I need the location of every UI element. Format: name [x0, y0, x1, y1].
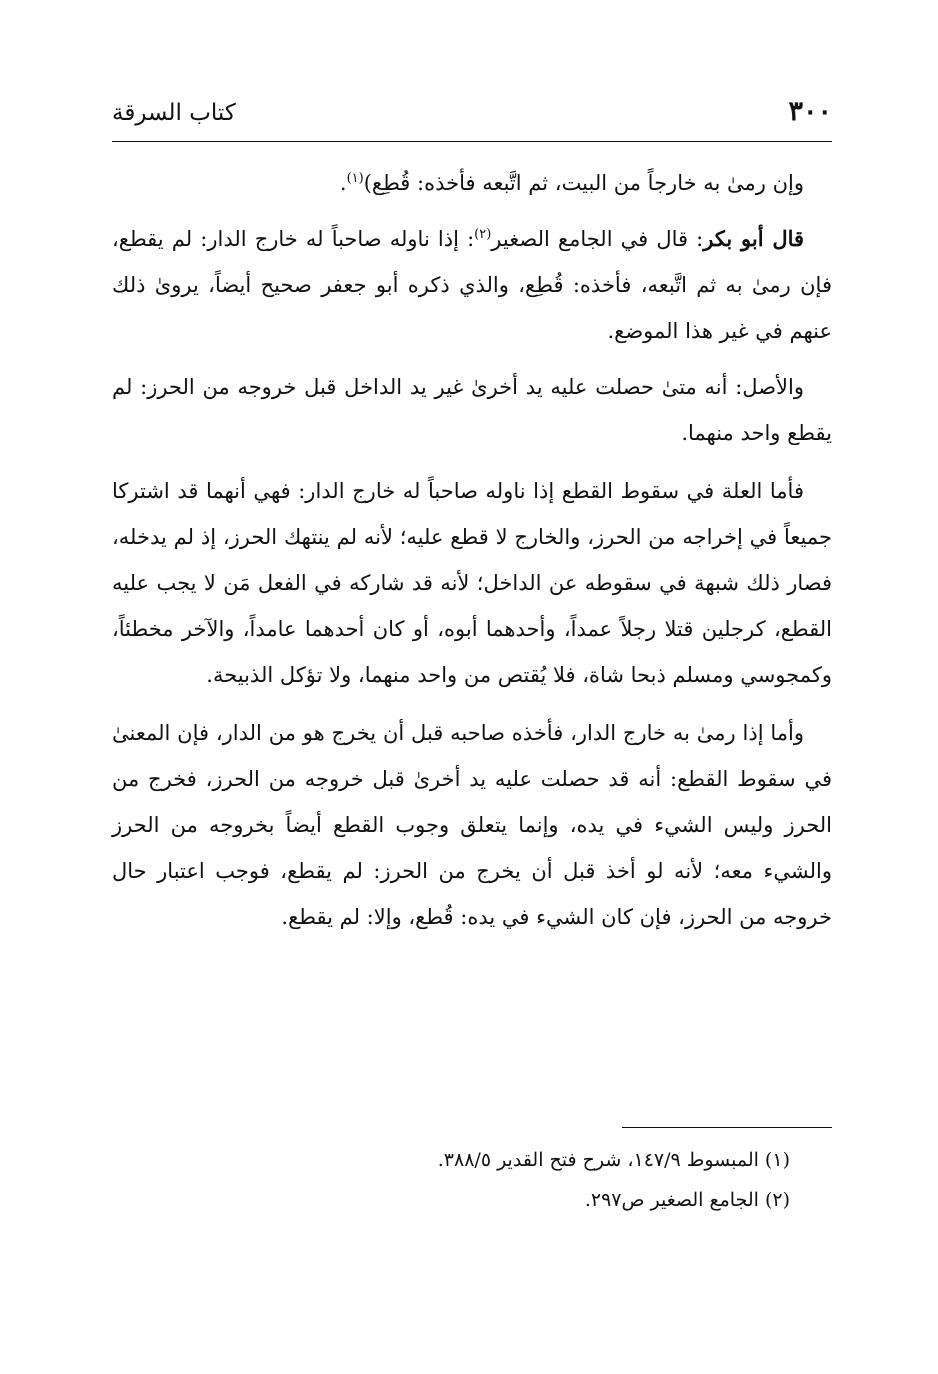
- running-title: كتاب السرقة: [112, 100, 236, 126]
- footnote-divider: [622, 1127, 832, 1128]
- paragraph-text: : قال في الجامع الصغير: [491, 227, 704, 251]
- paragraph-4: [112, 468, 832, 698]
- paragraph-5: [112, 710, 832, 940]
- paragraph-tail: : إذا ناوله صاحباً له خارج الدار: لم يقطع، فإن رمىٰ به ثم اتَّبعه، فأخذه: قُطِع، والذي ذكره أبو جعفر صحيح أيضاً، يروىٰ ذلك عنهم في غير هذا الموضع.: [112, 227, 832, 343]
- footnotes: [112, 1140, 832, 1220]
- paragraph-3: [112, 364, 832, 456]
- paragraph-text: وإن رمىٰ به خارجاً من البيت، ثم اتَّبعه فأخذه: قُطِع): [363, 171, 804, 195]
- paragraph-tail: .: [339, 171, 347, 195]
- page-number: ٣٠٠: [788, 96, 832, 127]
- main-text: [112, 160, 832, 950]
- footnote-2: (٢) الجامع الصغير ص٢٩٧.: [584, 1189, 790, 1211]
- paragraph-text: وأما إذا رمىٰ به خارج الدار، فأخذه صاحبه قبل أن يخرج هو من الدار، فإن المعنىٰ في سقوط القطع: أنه قد حصلت عليه يد أخرىٰ قبل خروجه من الحرز، فخرج من الحرز وليس الشيء في يده، وإنما يتعلق وجوب القطع أيضاً بخروجه من الحرز والشيء معه؛ لأنه لو أخذ قبل أن يخرج من الحرز: لم يقطع، فوجب اعتبار حال خروجه من الحرز، فإن كان الشيء في يده: قُطع، وإلا: لم يقطع.: [112, 721, 832, 929]
- footnote-ref-1: (١): [346, 171, 364, 186]
- speaker-lead: قال أبو بكر: [703, 226, 805, 251]
- page-header: [112, 96, 832, 136]
- paragraph-text: فأما العلة في سقوط القطع إذا ناوله صاحباً له خارج الدار: فهي أنهما قد اشتركا جميعاً في إخراجه من الحرز، والخارج لا قطع عليه؛ لأنه لم ينتهك الحرز، إذ لم يدخله، فصار ذلك شبهة في سقوطه عن الداخل؛ لأنه قد شاركه في الفعل مَن لا يجب عليه القطع، كرجلين قتلا رجلاً عمداً، وأحدهما أبوه، أو كان أحدهما عامداً، والآخر مخطئاً، وكمجوسي ومسلم ذبحا شاة، فلا يُقتص من واحد منهما، ولا تؤكل الذبيحة.: [112, 479, 832, 687]
- paragraph-1: [112, 160, 832, 206]
- footnote-1: (١) المبسوط ١٤٧/٩، شرح فتح القدير ٣٨٨/٥.: [437, 1149, 790, 1171]
- paragraph-2: [112, 216, 832, 354]
- header-divider: [112, 141, 832, 142]
- paragraph-text: والأصل: أنه متىٰ حصلت عليه يد أخرىٰ غير يد الداخل قبل خروجه من الحرز: لم يقطع واحد منهما.: [112, 375, 832, 445]
- footnote-ref-2: (٢): [474, 227, 492, 242]
